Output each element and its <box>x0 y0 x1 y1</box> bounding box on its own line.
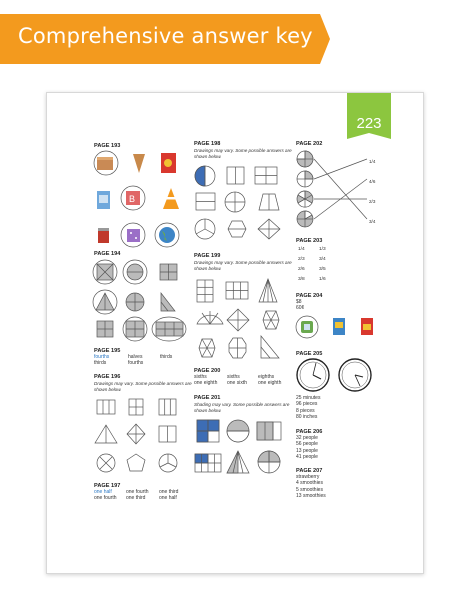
answer-key-page <box>46 92 424 574</box>
fraction: 2/3 <box>298 257 305 262</box>
answer-text: one eighth <box>258 380 282 387</box>
page-193-shapes <box>93 151 183 251</box>
page-200-col3 <box>258 374 281 387</box>
fraction: 1/6 <box>319 277 326 282</box>
answer-text: fourths <box>128 360 144 367</box>
page-198-shapes <box>193 164 285 246</box>
answer-text: 96 pieces <box>296 401 318 408</box>
answer-text: strawberry <box>296 474 320 480</box>
answer-text: 60¢ <box>296 305 305 312</box>
page-204-answers <box>296 299 304 312</box>
answer-text: one half <box>159 495 177 502</box>
page-193-heading: PAGE 193 <box>94 143 121 149</box>
answer-text: 80 inches <box>296 414 318 421</box>
page-197-col3 <box>159 489 178 502</box>
page-198-heading: PAGE 198 <box>194 141 221 147</box>
answer-text: one half <box>94 489 112 495</box>
page-195-heading: PAGE 195 <box>94 348 121 354</box>
answer-text: one third <box>159 489 179 495</box>
page-202-heading: PAGE 202 <box>296 141 323 147</box>
page-194-shapes <box>93 259 189 345</box>
answer-text: one third <box>126 495 146 502</box>
answer-text: one fourth <box>126 489 149 495</box>
page-205-answers <box>296 395 320 421</box>
fraction: 1/4 <box>369 159 376 164</box>
page-200-col2 <box>227 374 247 387</box>
page-205-heading: PAGE 205 <box>296 351 323 357</box>
page-197-col1 <box>94 489 117 502</box>
answer-text: eighths <box>258 374 275 380</box>
fraction: 1/4 <box>298 247 305 252</box>
fraction: 3/4 <box>319 257 326 262</box>
page-200-heading: PAGE 200 <box>194 368 221 374</box>
fraction: 4/6 <box>369 179 376 184</box>
page-203-right <box>319 245 326 285</box>
page-199-shapes <box>193 276 287 358</box>
fraction: 2/3 <box>369 199 376 204</box>
page-201-heading: PAGE 201 <box>194 395 221 401</box>
page-196-shapes <box>93 397 183 479</box>
page-201-note: Shading may vary. Some possible answers are shown below. <box>194 402 290 413</box>
answer-text: thirds <box>160 354 173 360</box>
page-206-answers <box>296 435 318 461</box>
page-199-note: Drawings may vary. Some possible answers are shown below. <box>194 260 292 271</box>
answer-text: 5 smoothies <box>296 486 323 493</box>
answer-text: 25 minutes <box>296 395 321 401</box>
page-207-heading: PAGE 207 <box>296 468 323 474</box>
page-206-heading: PAGE 206 <box>296 429 323 435</box>
page-205-clocks <box>295 358 385 394</box>
page-203-heading: PAGE 203 <box>296 238 323 244</box>
page-197-col2 <box>126 489 149 502</box>
fraction: 2/6 <box>298 267 305 272</box>
answer-text: 8 pieces <box>296 407 315 414</box>
page-195-col3 <box>160 354 172 360</box>
page-199-heading: PAGE 199 <box>194 253 221 259</box>
answer-text: one fourth <box>94 495 117 502</box>
page-196-heading: PAGE 196 <box>94 374 121 380</box>
page-196-note: Drawings may vary. Some possible answers are shown below. <box>94 381 192 392</box>
banner <box>0 14 330 64</box>
svg-text:B: B <box>129 194 136 204</box>
page-197-heading: PAGE 197 <box>94 483 121 489</box>
banner-title: Comprehensive answer key <box>18 24 313 48</box>
answer-text: thirds <box>94 360 107 367</box>
page-198-note: Drawings may vary. Some possible answers are shown below. <box>194 148 292 159</box>
answer-text: 13 people <box>296 447 318 454</box>
answer-text: one sixth <box>227 380 248 387</box>
answer-text: one eighth <box>194 380 218 387</box>
page-204-items <box>295 315 385 341</box>
page-203-left <box>298 245 305 285</box>
fraction: 3/4 <box>369 219 376 224</box>
page-207-answers <box>296 474 326 500</box>
fraction: 3/8 <box>298 277 305 282</box>
answer-text: fourths <box>94 354 110 360</box>
page-201-shapes <box>193 418 287 482</box>
answer-text: sixths <box>194 374 207 380</box>
answer-text: sixths <box>227 374 240 380</box>
page-195-col2 <box>128 354 143 367</box>
answer-text: halves <box>128 354 143 360</box>
answer-text: 56 people <box>296 441 318 448</box>
answer-text: 13 smoothies <box>296 493 326 500</box>
answer-text: $8 <box>296 299 302 305</box>
page-195-col1 <box>94 354 109 367</box>
fraction: 3/5 <box>319 267 326 272</box>
answer-text: 41 people <box>296 454 318 461</box>
page-204-heading: PAGE 204 <box>296 293 323 299</box>
answer-text: 32 people <box>296 435 318 441</box>
page-194-heading: PAGE 194 <box>94 251 121 257</box>
page-number: 223 <box>356 115 382 132</box>
fraction: 1/3 <box>319 247 326 252</box>
answer-text: 4 smoothies <box>296 480 323 487</box>
page-202-fractions <box>369 152 375 232</box>
page-200-col1 <box>194 374 217 387</box>
